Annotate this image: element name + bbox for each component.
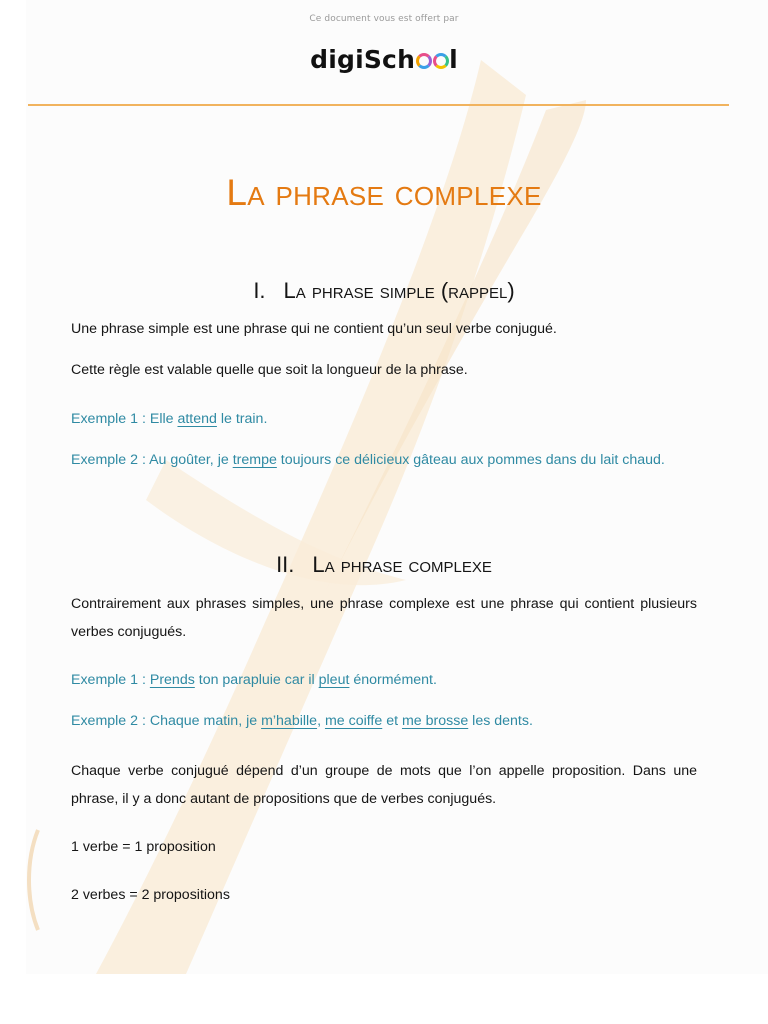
- example-text: les dents.: [468, 713, 533, 729]
- example-text: le train.: [216, 411, 268, 427]
- logo-text-prefix: digiSch: [310, 45, 416, 74]
- example-text: ton parapluie car il: [194, 672, 319, 688]
- example: [71, 405, 697, 433]
- section-number: II.: [276, 552, 295, 577]
- paragraph: Cette règle est valable quelle que soit la longueur de la phrase.: [71, 362, 468, 378]
- underlined-verb: Prends: [149, 672, 195, 688]
- rule-line: 1 verbe = 1 proposition: [71, 839, 216, 855]
- paragraph: Contrairement aux phrases simples, une phrase complexe est une phrase qui contient plusieurs verbes conjugués.: [71, 596, 697, 640]
- document-page: [26, 0, 768, 974]
- underlined-verb: me coiffe: [324, 713, 383, 729]
- paragraph: Chaque verbe conjugué dépend d’un groupe de mots que l’on appelle proposition. Dans une phrase, il y a donc autant de propositions que de verbes conjugués.: [71, 763, 697, 807]
- underlined-verb: m’habille: [261, 713, 318, 729]
- header-divider: [28, 104, 729, 106]
- example: [71, 666, 697, 694]
- example-text: toujours ce délicieux gâteau aux pommes dans du lait chaud.: [276, 452, 665, 468]
- example-text: ,: [317, 713, 325, 729]
- feather-watermark-icon: [26, 0, 768, 974]
- section-title: La phrase complexe: [312, 552, 492, 577]
- example-text: énormément.: [349, 672, 437, 688]
- offer-caption: Ce document vous est offert par: [309, 14, 459, 24]
- logo-text-suffix: l: [449, 45, 458, 74]
- page-title: La phrase complexe: [226, 172, 542, 213]
- example: [71, 707, 697, 735]
- example: [71, 446, 697, 474]
- section-title: La phrase simple (rappel): [283, 278, 515, 303]
- underlined-verb: trempe: [232, 452, 277, 468]
- example-text: Exemple 2 : Chaque matin, je: [71, 713, 262, 729]
- underlined-verb: me brosse: [401, 713, 469, 729]
- rule-line: 2 verbes = 2 propositions: [71, 887, 230, 903]
- logo-o-ring-icon: [416, 53, 432, 69]
- section-number: I.: [253, 278, 266, 303]
- paragraph: Une phrase simple est une phrase qui ne contient qu’un seul verbe conjugué.: [71, 321, 557, 337]
- example-text: Exemple 1 :: [71, 672, 150, 688]
- digischool-logo-icon: [26, 43, 742, 77]
- underlined-verb: attend: [177, 411, 217, 427]
- example-text: Exemple 1 : Elle: [71, 411, 178, 427]
- logo-o-ring-icon: [433, 53, 449, 69]
- example-text: Exemple 2 : Au goûter, je: [71, 452, 233, 468]
- section-heading-2: [26, 550, 742, 580]
- example-text: et: [382, 713, 402, 729]
- underlined-verb: pleut: [318, 672, 350, 688]
- section-heading-1: [26, 276, 742, 306]
